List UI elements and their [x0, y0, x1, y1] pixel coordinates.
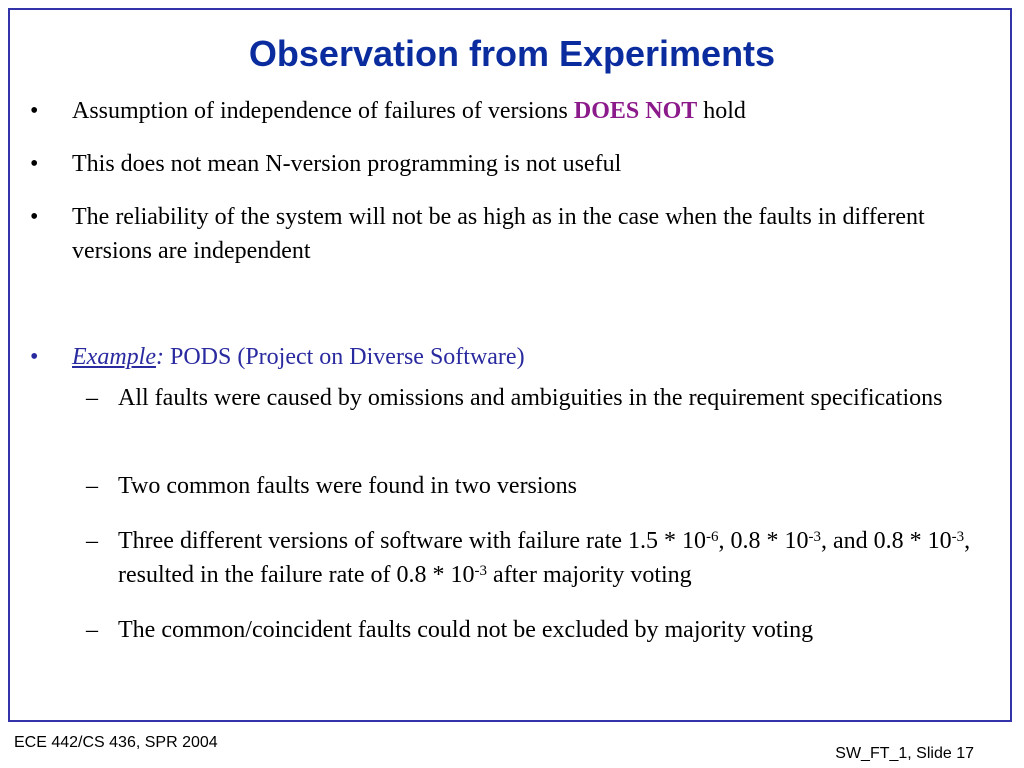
bullet-marker: •	[30, 151, 39, 177]
example-label: Example	[72, 344, 156, 370]
exponent: -3	[951, 529, 965, 545]
bullet-text: The reliability of the system will not be as high as in the case when the faults in different versions are independent	[72, 204, 925, 264]
bullet-text-part: Assumption of independence of failures of versions	[72, 98, 574, 124]
dash-marker: –	[86, 617, 98, 643]
sub-bullet-text: Two common faults were found in two versions	[118, 473, 577, 499]
text-part: , and 0.8 * 10	[821, 528, 952, 554]
slide-title: Observation from Experiments	[248, 33, 776, 74]
text-part: , 0.8 * 10	[718, 528, 809, 554]
text-part: Three different versions of software with failure rate 1.5 * 10	[118, 528, 707, 554]
emphasis-text: DOES NOT	[573, 98, 698, 124]
dash-marker: –	[86, 473, 98, 499]
exponent: -6	[706, 529, 719, 545]
bullet-text-part: hold	[697, 98, 746, 124]
sub-bullet-text: The common/coincident faults could not be excluded by majority voting	[118, 617, 814, 643]
exponent: -3	[474, 563, 488, 579]
footer-slide-number: SW_FT_1, Slide 17	[835, 745, 974, 762]
bullet-marker: •	[30, 344, 39, 370]
bullet-text: This does not mean N-version programming is not useful	[72, 151, 622, 177]
example-description: PODS (Project on Diverse Software)	[163, 344, 525, 370]
dash-marker: –	[86, 528, 98, 554]
bullet-marker: •	[30, 204, 39, 230]
sub-bullet-text: All faults were caused by omissions and ambiguities in the requirement specifications	[118, 385, 943, 411]
example-colon: :	[155, 344, 164, 370]
sub-bullet-text	[118, 524, 998, 592]
text-part: , resulted in the failure rate of 0.8 * 10	[118, 528, 971, 588]
bullet-text	[72, 94, 992, 128]
example-text	[72, 340, 992, 374]
bullet-marker: •	[30, 98, 39, 124]
exponent: -3	[808, 529, 822, 545]
dash-marker: –	[86, 385, 98, 411]
footer-course: ECE 442/CS 436, SPR 2004	[14, 734, 218, 751]
text-part: after majority voting	[487, 562, 692, 588]
